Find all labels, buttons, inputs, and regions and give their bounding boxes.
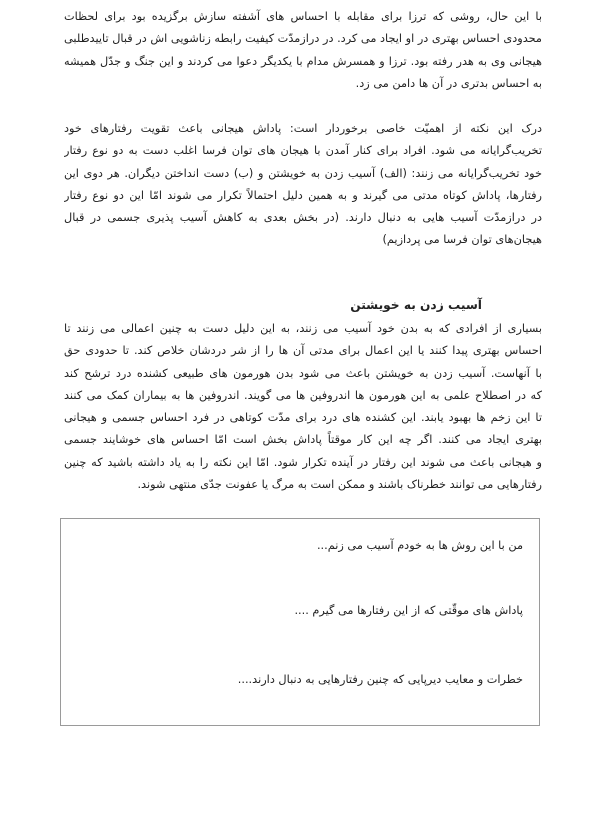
text-line: تا این زخم ها بهبود یابند. این کشنده های درد برای مدّت کوتاهی در فرد احساس جسمی و هیجانی [64,411,542,425]
text-line: خود تخریب‌گرایانه می زنند: (الف) آسیب زدن به خویشتن و (ب) دست انداختن دیگران. هر دوی این [64,166,542,180]
text-line: تخریب‌گرایانه می شود. افراد برای کنار آمدن با هیجان های توان فرسا اغلب دست به دو نوع رفتار [64,144,542,158]
text-line: در درازمدّت آسیب هایی به دنبال دارند. (در بخش بعدی به کاهش آسیب پذیری جسمی در قبال [64,211,542,225]
exercise-box[interactable] [60,518,540,726]
text-line: که در اصطلاح علمی به این هورمون ها اندروفین ها می گویند. اندروفین ها به بیماران کمک می کنند [64,388,542,402]
text-line: بهتری ایجاد می کنند. اگر چه این کار موقتاً پاداش بخش است امّا احساس های خوشایند جسمی [64,433,542,447]
exercise-prompt-rewards[interactable]: پاداش های موقّتی که از این رفتارها می گیرم .... [294,604,523,617]
text-line: به احساس بدتری در آن ها دامن می زد. [355,76,542,90]
text-line: رفتارها، پاداش کوتاه مدتی می گیرند و به همین دلیل احتمالاً تکرار می شوند امّا این دو نوع رفتار [64,188,542,202]
text-line: احساس بهتری پیدا کنند یا این اعمال برای مدتی آن ها را از شر دردشان خلاص کند. تا حدودی حق [64,344,542,358]
text-line: محدودی احساس بهتری در او ایجاد می کرد. در درازمدّت کیفیت رابطه زناشویی اش در قبال تاییدطلبی [64,32,542,46]
text-line: رفتارهایی می توانند خطرناک باشند و ممکن است به مرگ یا عفونت جدّی منتهی شوند. [137,478,542,492]
paragraph-self-harm [64,318,542,496]
paragraph-terza [64,6,542,95]
text-line: و هیجانی باعث می شوند این رفتار در آینده تکرار شود. امّا این نکته را به یاد داشته باشید که چنین [64,455,542,469]
text-line: با آنهاست. آسیب زدن به خویشتن باعث می شود بدن هورمون های طبیعی کشنده درد ترشح کند [64,366,542,380]
text-line: هیجانی وی به هدر رفته بود. ترزا و همسرش مدام با یکدیگر دعوا می کردند و این جنگ و جدّل همیشه [64,54,542,68]
text-line: درک این نکته از اهمیّت خاصی برخوردار است: پاداش هیجانی باعث تقویت رفتارهای خود [64,122,542,135]
text-line: بسیاری از افرادی که به بدن خود آسیب می زنند، به این دلیل دست به چنین اعمالی می زنند تا [64,322,542,335]
section-heading: آسیب زدن به خویشتن [350,298,482,312]
text-line: هیجان‌های توان فرسا می پردازیم) [382,233,542,247]
exercise-prompt-risks[interactable]: خطرات و معایب دیرپایی که چنین رفتارهایی به دنبال دارند.... [237,673,523,686]
paragraph-emotional-reward [64,118,542,252]
exercise-prompt-self-harm[interactable]: من با این روش ها به خودم آسیب می زنم... [316,539,523,552]
text-line: با این حال، روشی که ترزا برای مقابله با احساس های آشفته سازش برگزیده بود برای لحظات [64,10,542,23]
